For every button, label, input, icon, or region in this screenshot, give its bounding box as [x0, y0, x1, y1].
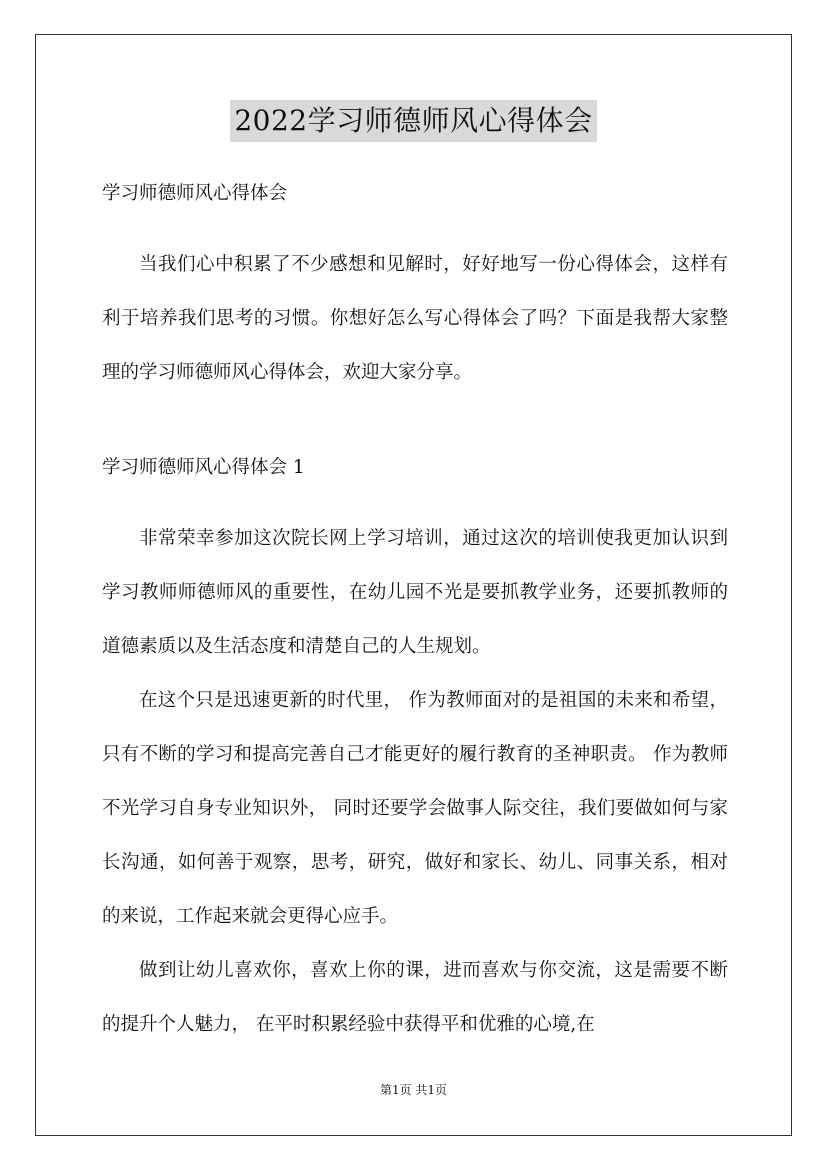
body-paragraph: 在这个只是迅速更新的时代里， 作为教师面对的是祖国的未来和希望，只有不断的学习和提高完善自己才能更好的履行教育的圣神职责。 作为教师不光学习自身专业知识外， 同时还要学会做事人际交往，我们要做如何与家长沟通，如何善于观察，思考，研究，做好和家长、幼儿、同事关系，相对的来说，工作起来就会更得心应手。: [102, 690, 728, 927]
body-paragraph: 做到让幼儿喜欢你，喜欢上你的课，进而喜欢与你交流，这是需要不断的提升个人魅力， 在平时积累经验中获得平和优雅的心境,在: [102, 960, 728, 1035]
document-body: [102, 176, 728, 1052]
spacer: [102, 486, 728, 512]
spacer: [102, 400, 728, 450]
document-title: 2022学习师德师风心得体会: [230, 100, 596, 142]
section-heading-2: 学习师德师风心得体会 1: [102, 457, 305, 478]
body-paragraph: 非常荣幸参加这次院长网上学习培训，通过这次的培训使我更加认识到学习教师师德师风的重要性，在幼儿园不光是要抓教学业务，还要抓教师的道德素质以及生活态度和清楚自己的人生规划。: [102, 528, 728, 657]
section-heading-1: 学习师德师风心得体会: [102, 183, 288, 204]
intro-paragraph: 当我们心中积累了不少感想和见解时，好好地写一份心得体会，这样有利于培养我们思考的习惯。你想好怎么写心得体会了吗？下面是我帮大家整理的学习师德师风心得体会，欢迎大家分享。: [102, 254, 728, 383]
spacer: [102, 212, 728, 238]
page-footer: 第1页 共1页: [379, 1083, 448, 1097]
title-wrap: [0, 100, 827, 142]
